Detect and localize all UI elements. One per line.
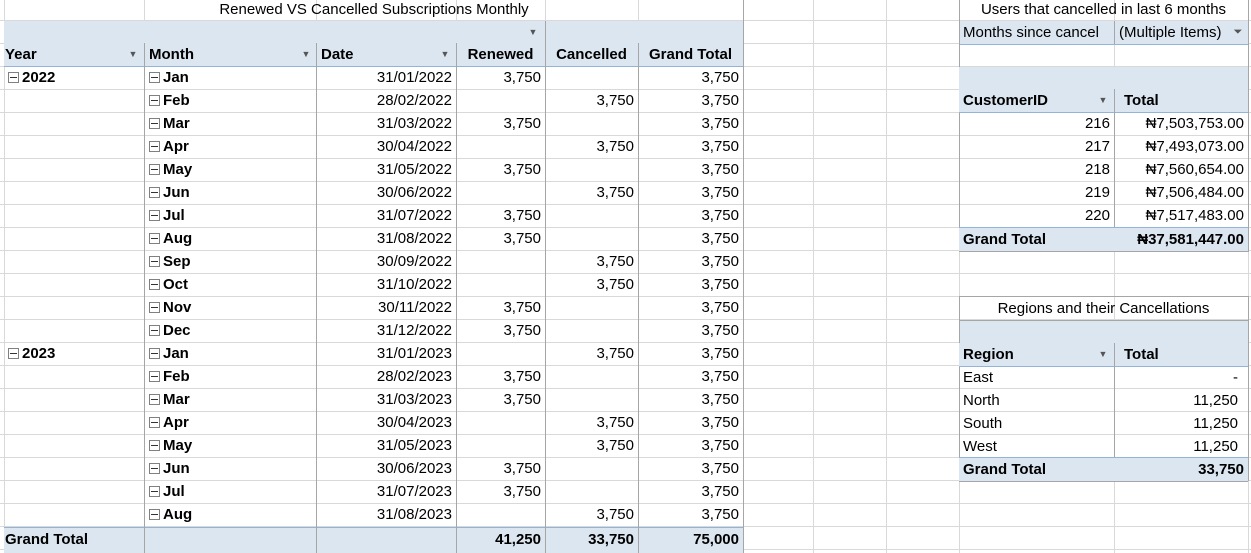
month-label: May	[163, 161, 193, 178]
date-cell: 30/09/2022	[376, 253, 452, 270]
month-cell[interactable]	[144, 388, 316, 411]
header-year: Year	[5, 46, 37, 63]
customer-total-cell: ₦7,493,073.00	[1145, 138, 1244, 155]
collapse-minus-icon[interactable]	[149, 371, 160, 382]
month-cell[interactable]	[144, 457, 316, 480]
customer-total-cell: ₦7,506,484.00	[1145, 184, 1244, 201]
filter-area	[4, 21, 744, 43]
cancelled-cell	[545, 457, 638, 480]
year-cell[interactable]	[4, 342, 144, 365]
date-cell: 31/01/2022	[376, 69, 452, 86]
customer-id-cell: 220	[1084, 207, 1110, 224]
customer-id-cell: 218	[1084, 161, 1110, 178]
collapse-minus-icon[interactable]	[149, 279, 160, 290]
total-cell: 3,750	[701, 184, 739, 201]
collapse-minus-icon[interactable]	[149, 302, 160, 313]
renewed-cell	[456, 411, 545, 434]
total-cell: 3,750	[701, 299, 739, 316]
month-label: Oct	[163, 276, 189, 293]
month-cell[interactable]	[144, 296, 316, 319]
renewed-cell: 3,750	[503, 207, 541, 224]
month-cell[interactable]	[144, 89, 316, 112]
cancelled-cell: 3,750	[596, 437, 634, 454]
renewed-cell	[456, 135, 545, 158]
renewed-cell	[456, 181, 545, 204]
collapse-minus-icon[interactable]	[8, 72, 19, 83]
month-label: Jun	[163, 460, 190, 477]
header-total: Total	[1124, 92, 1159, 109]
month-label: May	[163, 437, 193, 454]
customerid-filter-dropdown-icon[interactable]: ▼	[1098, 95, 1108, 105]
month-cell[interactable]	[144, 273, 316, 296]
year-filter-dropdown-icon[interactable]: ▼	[128, 49, 138, 59]
renewed-cell: 3,750	[503, 460, 541, 477]
renewed-cell: 3,750	[503, 483, 541, 500]
filter-funnel-icon[interactable]: ⏷	[1233, 26, 1243, 38]
header-date: Date	[321, 46, 354, 63]
cancelled-cell	[545, 66, 638, 89]
collapse-minus-icon[interactable]	[149, 256, 160, 267]
month-label: Nov	[163, 299, 192, 316]
collapse-minus-icon[interactable]	[149, 486, 160, 497]
cancel-grand-total-value: ₦37,581,447.00	[1137, 231, 1244, 248]
date-cell: 30/06/2022	[376, 184, 452, 201]
collapse-minus-icon[interactable]	[149, 187, 160, 198]
renewed-cell	[456, 250, 545, 273]
date-cell: 31/08/2022	[376, 230, 452, 247]
renewed-cell: 3,750	[503, 230, 541, 247]
cancelled-cell	[545, 296, 638, 319]
month-label: Aug	[163, 230, 193, 247]
month-label: Jan	[163, 69, 189, 86]
date-cell: 31/07/2023	[376, 483, 452, 500]
collapse-minus-icon[interactable]	[149, 72, 160, 83]
cancelled-cell	[545, 388, 638, 411]
month-label: Feb	[163, 368, 190, 385]
cancelled-cell: 3,750	[596, 253, 634, 270]
header-region: Region	[963, 346, 1014, 363]
renewed-cell: 3,750	[503, 161, 541, 178]
collapse-minus-icon[interactable]	[149, 141, 160, 152]
year-label: 2023	[22, 345, 56, 362]
cancelled-cell	[545, 480, 638, 503]
total-cell: 3,750	[701, 276, 739, 293]
region-name-cell: East	[963, 369, 994, 386]
month-cell[interactable]	[144, 503, 316, 526]
total-cell: 3,750	[701, 115, 739, 132]
date-cell: 30/11/2022	[378, 299, 452, 316]
year-label: 2022	[22, 69, 56, 86]
customer-id-cell: 217	[1084, 138, 1110, 155]
cancel-pivot-title: Users that cancelled in last 6 months	[980, 1, 1227, 18]
header-cancelled: Cancelled	[556, 46, 627, 63]
customer-id-cell: 219	[1084, 184, 1110, 201]
renewed-cell: 3,750	[503, 299, 541, 316]
grand-total-total: 75,000	[693, 531, 739, 548]
collapse-minus-icon[interactable]	[149, 440, 160, 451]
month-label: Mar	[163, 115, 190, 132]
month-cell[interactable]	[144, 204, 316, 227]
month-label: Dec	[163, 322, 191, 339]
grand-total-renewed: 41,250	[495, 531, 541, 548]
cancelled-cell	[545, 158, 638, 181]
date-cell: 31/08/2023	[376, 506, 452, 523]
renewed-cell: 3,750	[503, 322, 541, 339]
total-cell: 3,750	[701, 161, 739, 178]
date-cell: 31/10/2022	[376, 276, 452, 293]
date-cell: 31/07/2022	[376, 207, 452, 224]
region-pivot-title: Regions and their Cancellations	[997, 300, 1210, 317]
month-cell[interactable]	[144, 135, 316, 158]
month-cell[interactable]	[144, 319, 316, 342]
date-cell: 30/06/2023	[376, 460, 452, 477]
collapse-minus-icon[interactable]	[149, 325, 160, 336]
collapse-minus-icon[interactable]	[149, 118, 160, 129]
months-filter-value[interactable]: (Multiple Items)	[1119, 24, 1222, 41]
collapse-minus-icon[interactable]	[149, 164, 160, 175]
customer-total-cell: ₦7,503,753.00	[1145, 115, 1244, 132]
grand-total-cancelled: 33,750	[588, 531, 634, 548]
region-total-cell: 11,250	[1193, 415, 1238, 432]
month-cell[interactable]	[144, 250, 316, 273]
year-cell[interactable]	[4, 66, 144, 89]
month-cell[interactable]	[144, 181, 316, 204]
date-cell: 28/02/2022	[376, 92, 452, 109]
total-cell: 3,750	[701, 506, 739, 523]
header-region-total: Total	[1124, 346, 1159, 363]
renewed-cell	[456, 503, 545, 526]
region-total-cell: 11,250	[1193, 392, 1238, 409]
month-cell[interactable]	[144, 227, 316, 250]
cancelled-cell: 3,750	[596, 276, 634, 293]
region-name-cell: North	[963, 392, 1000, 409]
total-cell: 3,750	[701, 368, 739, 385]
renewed-cell	[456, 273, 545, 296]
month-filter-dropdown-icon[interactable]: ▼	[301, 49, 311, 59]
collapse-minus-icon[interactable]	[8, 348, 19, 359]
month-cell[interactable]	[144, 158, 316, 181]
date-cell: 31/03/2023	[376, 391, 452, 408]
month-label: Apr	[163, 414, 189, 431]
renewed-cell	[456, 434, 545, 457]
total-cell: 3,750	[701, 483, 739, 500]
date-filter-dropdown-icon[interactable]: ▼	[440, 49, 450, 59]
date-cell: 31/01/2023	[376, 345, 452, 362]
date-cell: 30/04/2022	[376, 138, 452, 155]
date-cell: 28/02/2023	[376, 368, 452, 385]
month-label: Jun	[163, 184, 190, 201]
cancelled-cell	[545, 319, 638, 342]
region-filter-dropdown-icon[interactable]: ▼	[1098, 349, 1108, 359]
region-grand-total-label: Grand Total	[963, 461, 1047, 478]
month-label: Jan	[163, 345, 189, 362]
total-cell: 3,750	[701, 437, 739, 454]
month-cell[interactable]	[144, 66, 316, 89]
total-cell: 3,750	[701, 253, 739, 270]
month-cell[interactable]	[144, 112, 316, 135]
customer-total-cell: ₦7,517,483.00	[1145, 207, 1244, 224]
date-cell: 31/12/2022	[376, 322, 452, 339]
renewed-cell	[456, 342, 545, 365]
cancelled-cell: 3,750	[596, 506, 634, 523]
renewed-cell: 3,750	[503, 69, 541, 86]
collapse-minus-icon[interactable]	[149, 394, 160, 405]
region-name-cell: West	[963, 438, 997, 455]
region-grand-total-value: 33,750	[1198, 461, 1244, 478]
collapse-minus-icon[interactable]	[149, 463, 160, 474]
header-grand-total: Grand Total	[648, 46, 733, 63]
cancelled-cell: 3,750	[596, 92, 634, 109]
filter-dropdown-icon[interactable]: ▼	[528, 27, 538, 37]
date-cell: 31/05/2023	[376, 437, 452, 454]
month-label: Sep	[163, 253, 191, 270]
month-cell[interactable]	[144, 434, 316, 457]
total-cell: 3,750	[701, 460, 739, 477]
cancelled-cell: 3,750	[596, 414, 634, 431]
customer-id-cell: 216	[1084, 115, 1110, 132]
month-cell[interactable]	[144, 480, 316, 503]
month-cell[interactable]	[144, 365, 316, 388]
total-cell: 3,750	[701, 69, 739, 86]
month-label: Jul	[163, 483, 185, 500]
collapse-minus-icon[interactable]	[149, 210, 160, 221]
collapse-minus-icon[interactable]	[149, 348, 160, 359]
renewed-cell	[456, 89, 545, 112]
date-cell: 31/03/2022	[376, 115, 452, 132]
total-cell: 3,750	[701, 322, 739, 339]
cancelled-cell: 3,750	[596, 184, 634, 201]
total-cell: 3,750	[701, 207, 739, 224]
month-label: Apr	[163, 138, 189, 155]
renewed-cell: 3,750	[503, 368, 541, 385]
collapse-minus-icon[interactable]	[149, 509, 160, 520]
region-total-cell: 11,250	[1193, 438, 1238, 455]
collapse-minus-icon[interactable]	[149, 95, 160, 106]
total-cell: 3,750	[701, 92, 739, 109]
date-cell: 31/05/2022	[376, 161, 452, 178]
renewed-cell: 3,750	[503, 391, 541, 408]
header-month: Month	[149, 46, 194, 63]
total-cell: 3,750	[701, 230, 739, 247]
collapse-minus-icon[interactable]	[149, 233, 160, 244]
cancelled-cell	[545, 112, 638, 135]
total-cell: 3,750	[701, 414, 739, 431]
cancel-grand-total-label: Grand Total	[963, 231, 1047, 248]
total-cell: 3,750	[701, 391, 739, 408]
renewed-cell: 3,750	[503, 115, 541, 132]
total-cell: 3,750	[701, 345, 739, 362]
cancelled-cell	[545, 204, 638, 227]
collapse-minus-icon[interactable]	[149, 417, 160, 428]
cancelled-cell: 3,750	[596, 345, 634, 362]
total-cell: 3,750	[701, 138, 739, 155]
header-customer-id: CustomerID	[963, 92, 1049, 109]
cancelled-cell	[545, 227, 638, 250]
region-total-cell: -	[1233, 369, 1238, 386]
month-label: Feb	[163, 92, 190, 109]
grand-total-label: Grand Total	[5, 531, 89, 548]
cancelled-cell	[545, 365, 638, 388]
months-since-cancel-label: Months since cancel	[963, 24, 1099, 41]
customer-total-cell: ₦7,560,654.00	[1145, 161, 1244, 178]
month-label: Jul	[163, 207, 185, 224]
month-label: Aug	[163, 506, 193, 523]
region-name-cell: South	[963, 415, 1003, 432]
month-cell[interactable]	[144, 342, 316, 365]
month-label: Mar	[163, 391, 190, 408]
date-cell: 30/04/2023	[376, 414, 452, 431]
header-renewed: Renewed	[467, 46, 534, 63]
pivot-title: Renewed VS Cancelled Subscriptions Monthly	[219, 1, 529, 18]
cancelled-cell: 3,750	[596, 138, 634, 155]
month-cell[interactable]	[144, 411, 316, 434]
